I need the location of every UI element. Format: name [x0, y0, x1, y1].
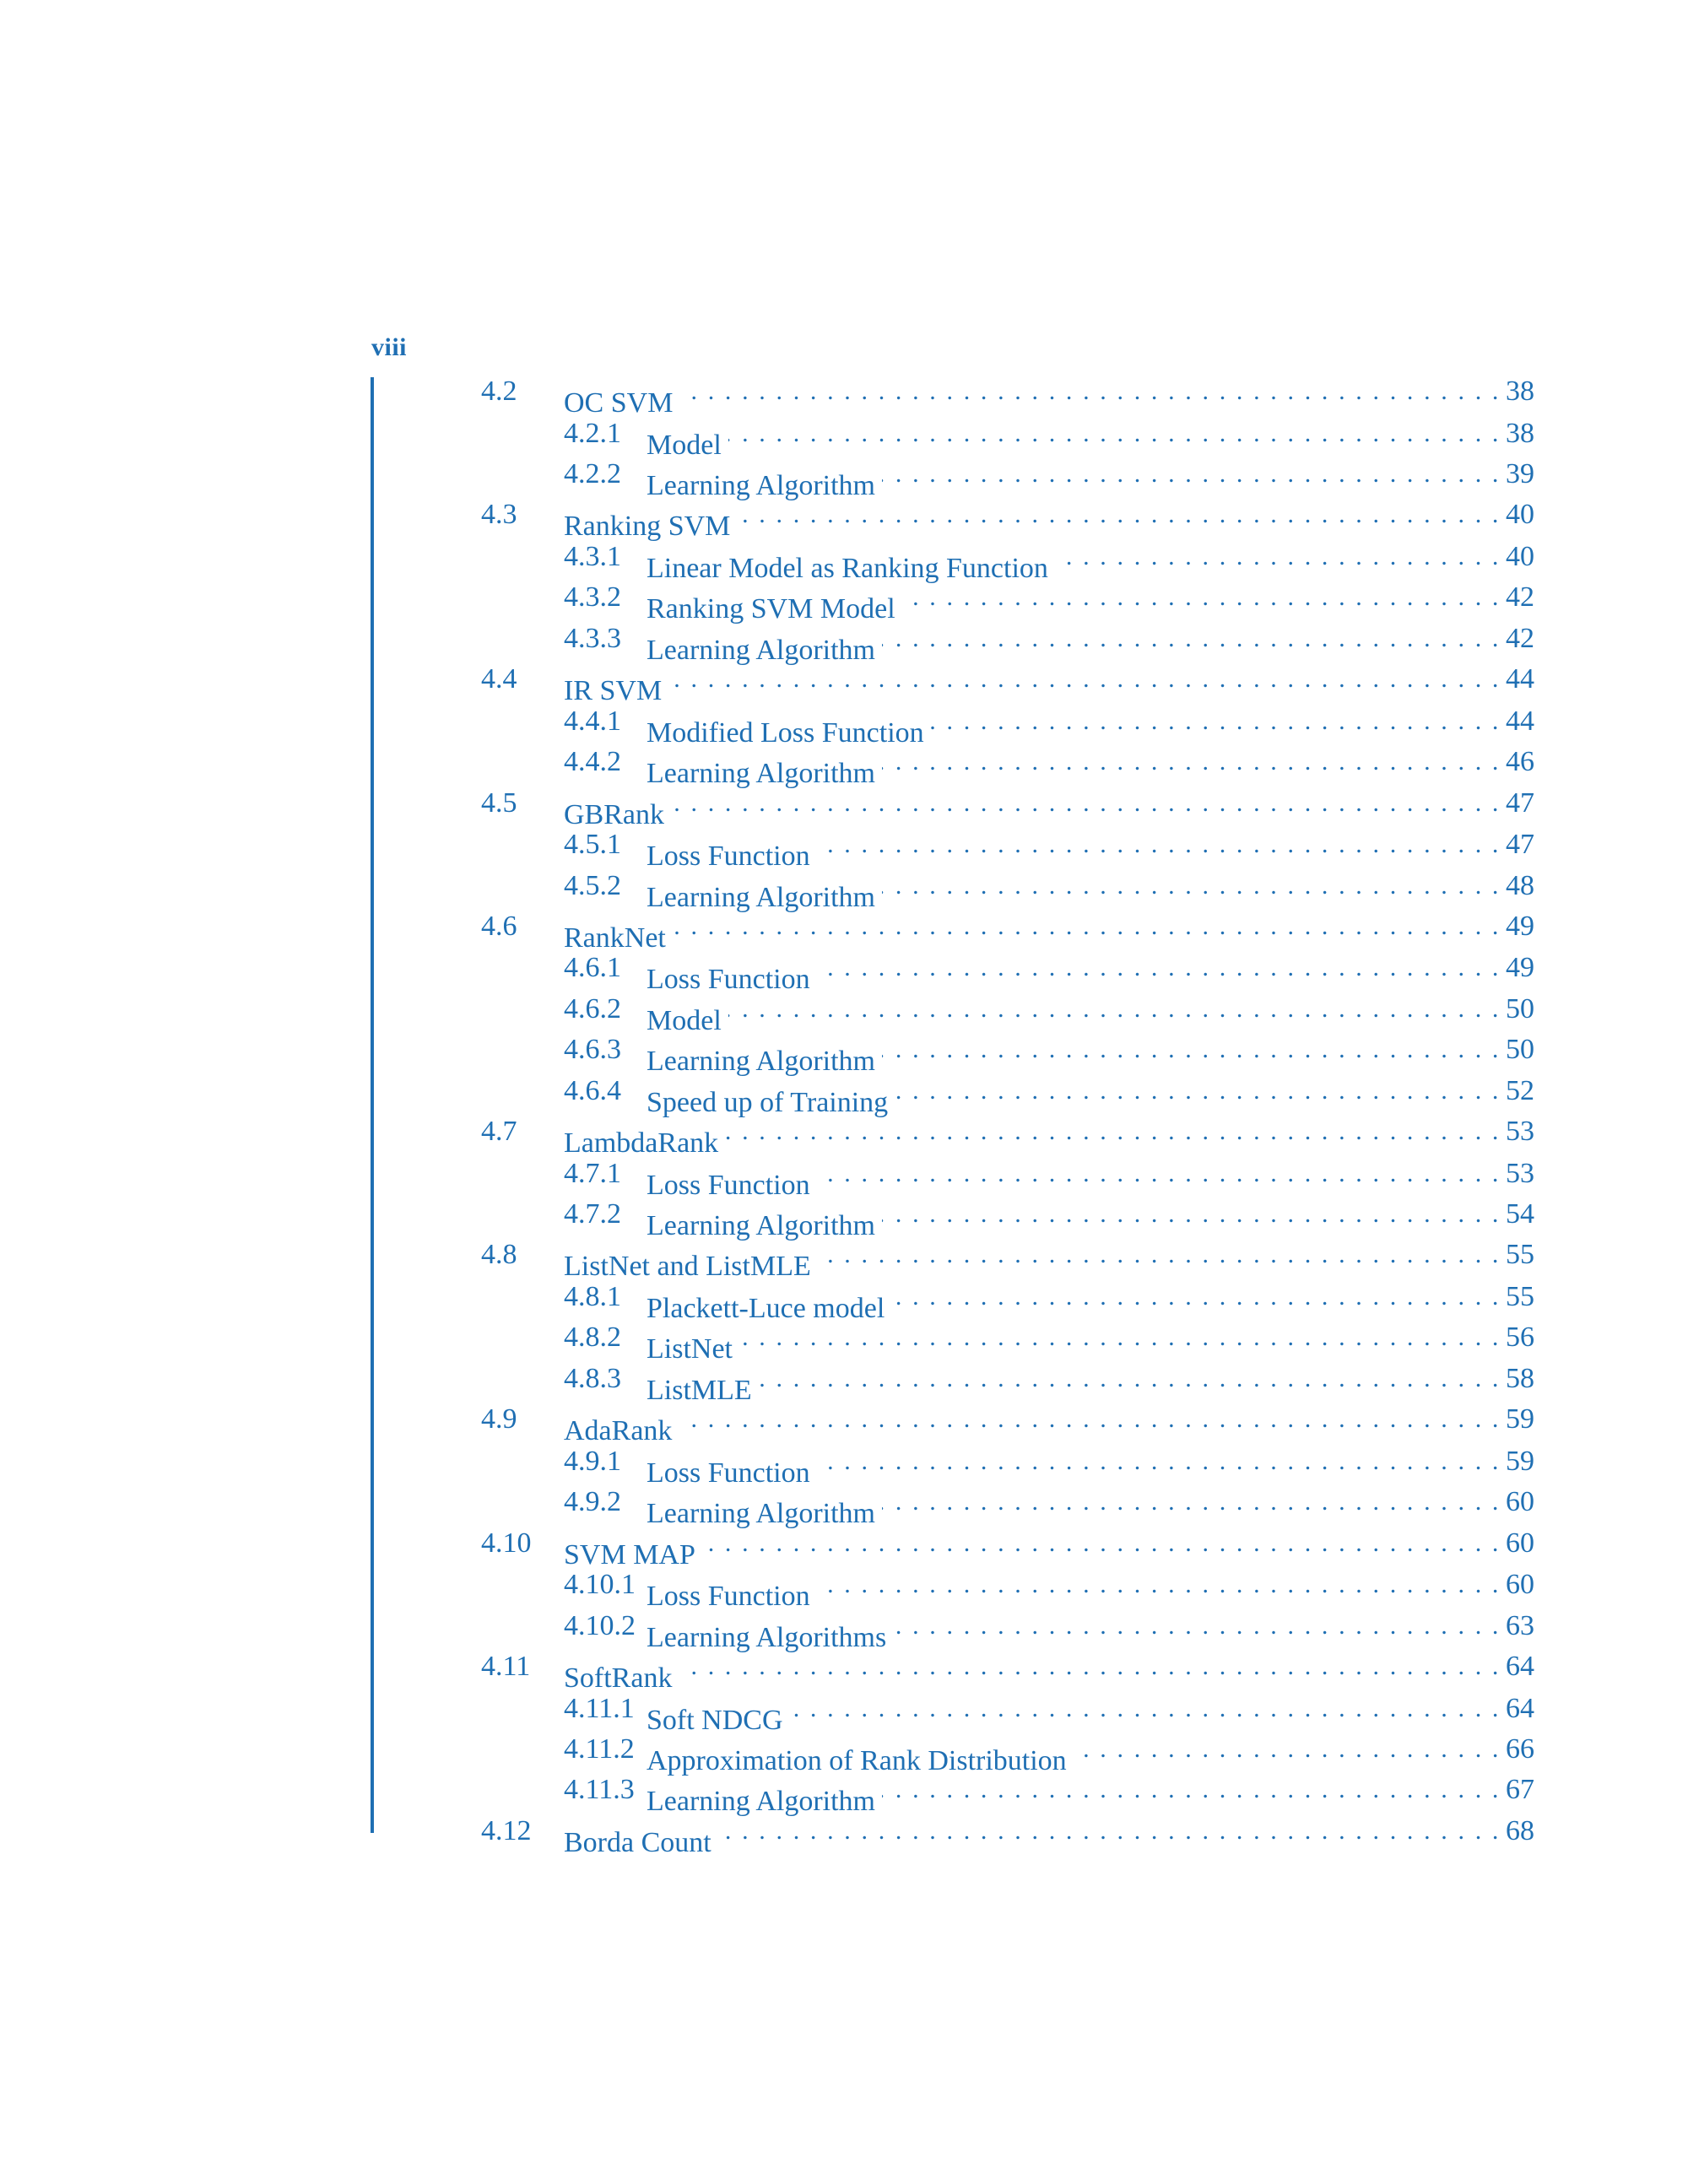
toc-subsection-entry[interactable]	[0, 577, 1688, 625]
toc-entry-title-line	[564, 1811, 1501, 1863]
toc-entry-number: 4.8.1	[564, 1281, 621, 1313]
toc-entry-number: 4.5	[481, 787, 517, 819]
dot-leader	[902, 577, 1501, 618]
toc-entry-page-number: 60	[1506, 1486, 1534, 1518]
toc-subsection-entry[interactable]	[0, 1359, 1688, 1406]
toc-subsection-entry[interactable]	[0, 1482, 1688, 1530]
toc-subsection-entry[interactable]	[0, 1194, 1688, 1242]
dot-leader	[702, 1523, 1501, 1564]
toc-entry-number: 4.6	[481, 910, 517, 942]
toc-entry-number: 4.9.1	[564, 1445, 621, 1477]
toc-entry-page-number: 48	[1506, 869, 1534, 901]
toc-entry-title[interactable]: Ranking SVM	[564, 506, 737, 547]
toc-entry-page-number: 44	[1506, 705, 1534, 737]
toc-entry-title[interactable]: Learning Algorithm	[647, 878, 882, 918]
toc-entry-page-number: 60	[1506, 1527, 1534, 1559]
toc-subsection-entry[interactable]	[0, 948, 1688, 996]
toc-entry-number: 4.6.3	[564, 1034, 621, 1066]
toc-subsection-entry[interactable]	[0, 866, 1688, 913]
toc-entry-title[interactable]: Loss Function	[647, 960, 817, 1000]
toc-entry-number: 4.4	[481, 663, 517, 695]
toc-entry-page-number: 50	[1506, 992, 1534, 1024]
dot-leader	[882, 1030, 1501, 1070]
toc-entry-number: 4.2.2	[564, 457, 621, 489]
toc-entry-title[interactable]: Ranking SVM Model	[647, 589, 902, 630]
toc-entry-page-number: 38	[1506, 376, 1534, 407]
toc-entry-number: 4.11.3	[564, 1774, 635, 1806]
dot-leader	[790, 1689, 1501, 1729]
dot-leader	[882, 454, 1501, 495]
toc-entry-page-number: 56	[1506, 1322, 1534, 1354]
toc-section-entry[interactable]	[0, 495, 1688, 543]
toc-entry-title[interactable]: AdaRank	[564, 1411, 679, 1451]
dot-leader	[817, 1565, 1501, 1605]
toc-entry-page-number: 58	[1506, 1362, 1534, 1394]
toc-entry-page-number: 63	[1506, 1609, 1534, 1641]
dot-leader	[895, 1071, 1501, 1111]
dot-leader	[817, 948, 1501, 988]
dot-leader	[1074, 1729, 1501, 1770]
toc-section-entry[interactable]	[0, 1646, 1688, 1694]
toc-subsection-entry[interactable]	[0, 824, 1688, 873]
toc-entry-number: 4.4.1	[564, 705, 621, 737]
toc-subsection-entry[interactable]	[0, 1606, 1688, 1653]
dot-leader	[882, 619, 1501, 659]
toc-entry-number: 4.11	[481, 1650, 531, 1682]
toc-subsection-entry[interactable]	[0, 1441, 1688, 1489]
toc-entry-title[interactable]: Loss Function	[647, 1576, 817, 1617]
toc-section-entry[interactable]	[0, 1111, 1688, 1160]
toc-subsection-entry[interactable]	[0, 1154, 1688, 1201]
dot-leader	[882, 742, 1501, 782]
dot-leader	[893, 1606, 1501, 1646]
toc-entry-page-number: 42	[1506, 581, 1534, 614]
dot-leader	[891, 1277, 1501, 1317]
toc-entry-title[interactable]: Learning Algorithm	[647, 1494, 882, 1534]
toc-entry-number: 4.3.3	[564, 622, 621, 654]
dot-leader	[679, 371, 1501, 412]
toc-entry-number: 4.10	[481, 1527, 532, 1559]
toc-entry-page-number: 52	[1506, 1074, 1534, 1106]
toc-entry-page-number: 66	[1506, 1733, 1534, 1765]
toc-entry-number: 4.9.2	[564, 1486, 621, 1518]
toc-entry-title[interactable]: Learning Algorithm	[647, 754, 882, 794]
toc-section-entry[interactable]	[0, 1399, 1688, 1447]
toc-entry-title[interactable]: Learning Algorithm	[647, 1206, 882, 1246]
toc-subsection-entry[interactable]	[0, 989, 1688, 1036]
toc-entry-page-number: 47	[1506, 787, 1534, 819]
toc-entry-title[interactable]: IR SVM	[564, 671, 668, 711]
toc-entry-title[interactable]: Plackett-Luce model	[647, 1289, 891, 1329]
toc-entry-page-number: 59	[1506, 1445, 1534, 1477]
toc-section-entry[interactable]	[0, 1235, 1688, 1283]
toc-entry-number: 4.7.1	[564, 1157, 621, 1189]
toc-entry-number: 4.7	[481, 1116, 517, 1148]
toc-entry-number: 4.11.1	[564, 1692, 635, 1724]
toc-subsection-entry[interactable]	[0, 1565, 1688, 1613]
toc-entry-title[interactable]: Linear Model as Ranking Function	[647, 549, 1055, 589]
toc-entry-page-number: 64	[1506, 1650, 1534, 1682]
dot-leader	[737, 495, 1501, 535]
toc-entry-title[interactable]: ListNet	[647, 1329, 739, 1370]
toc-entry-title[interactable]: RankNet	[564, 918, 673, 959]
toc-section-entry[interactable]	[0, 906, 1688, 954]
toc-entry-page-number: 53	[1506, 1116, 1534, 1148]
dot-leader	[818, 1235, 1501, 1275]
page-number: viii	[371, 333, 408, 361]
toc-section-entry[interactable]	[0, 1811, 1688, 1858]
dot-leader	[679, 1399, 1501, 1440]
toc-entry-number: 4.6.2	[564, 992, 621, 1024]
toc-entry-page-number: 47	[1506, 829, 1534, 861]
toc-entry-title[interactable]: OC SVM	[564, 383, 679, 424]
toc-subsection-entry[interactable]	[0, 537, 1688, 584]
toc-entry-number: 4.3.1	[564, 540, 621, 572]
toc-entry-page-number: 50	[1506, 1034, 1534, 1066]
toc-entry-title[interactable]: Modified Loss Function	[647, 713, 931, 754]
toc-entry-page-number: 39	[1506, 457, 1534, 489]
toc-entry-title[interactable]: Learning Algorithm	[647, 630, 882, 671]
toc-entry-page-number: 38	[1506, 417, 1534, 449]
toc-entry-page-number: 46	[1506, 746, 1534, 778]
toc-entry-number: 4.5.1	[564, 829, 621, 861]
dot-leader	[725, 1111, 1501, 1152]
toc-entry-title[interactable]: SVM MAP	[564, 1535, 702, 1576]
toc-entry-page-number: 55	[1506, 1239, 1534, 1271]
toc-entry-page-number: 40	[1506, 499, 1534, 531]
toc-subsection-entry[interactable]	[0, 1030, 1688, 1078]
toc-entry-title[interactable]: Loss Function	[647, 836, 817, 877]
toc-entry-page-number: 53	[1506, 1157, 1534, 1189]
toc-entry-page-number: 54	[1506, 1198, 1534, 1230]
toc-entry-page-number: 59	[1506, 1403, 1534, 1435]
toc-entry-title[interactable]: Learning Algorithm	[647, 466, 882, 506]
toc-entry-title[interactable]: Soft NDCG	[647, 1700, 790, 1741]
toc-entry-number: 4.10.2	[564, 1609, 636, 1641]
dot-leader	[671, 783, 1501, 824]
toc-entry-title[interactable]: Loss Function	[647, 1165, 817, 1206]
toc-entry-number: 4.5.2	[564, 869, 621, 901]
dot-leader	[718, 1811, 1501, 1852]
toc-subsection-entry[interactable]	[0, 1729, 1688, 1776]
toc-entry-title[interactable]: Model	[647, 425, 728, 466]
toc-section-entry[interactable]	[0, 1523, 1688, 1570]
toc-entry-number: 4.8	[481, 1239, 517, 1271]
toc-subsection-entry[interactable]	[0, 619, 1688, 666]
dot-leader	[817, 1441, 1501, 1482]
dot-leader	[882, 1194, 1501, 1235]
toc-entry-number: 4.2.1	[564, 417, 621, 449]
toc-entry-number: 4.11.2	[564, 1733, 635, 1765]
toc-entry-title[interactable]: Learning Algorithms	[647, 1618, 893, 1658]
toc-subsection-entry[interactable]	[0, 1277, 1688, 1325]
toc-entry-number: 4.6.4	[564, 1074, 621, 1106]
dot-leader	[882, 1770, 1501, 1810]
dot-leader	[882, 866, 1501, 906]
toc-subsection-entry[interactable]	[0, 742, 1688, 790]
toc-entry-title[interactable]: Loss Function	[647, 1453, 817, 1494]
toc-entry-number: 4.6.1	[564, 952, 621, 984]
dot-leader	[1055, 537, 1501, 577]
toc-entry-title[interactable]: Approximation of Rank Distribution	[647, 1741, 1074, 1781]
dot-leader	[817, 824, 1501, 865]
toc-entry-page-number: 60	[1506, 1569, 1534, 1601]
toc-entry-page-number: 44	[1506, 663, 1534, 695]
toc-entry-number: 4.10.1	[564, 1569, 636, 1601]
toc-section-entry[interactable]	[0, 659, 1688, 707]
toc-entry-page-number: 49	[1506, 910, 1534, 942]
dot-leader	[739, 1317, 1501, 1358]
toc-entry-title[interactable]: Model	[647, 1001, 728, 1041]
toc-entry-number: 4.3	[481, 499, 517, 531]
dot-leader	[668, 659, 1501, 700]
toc-entry-title[interactable]: ListMLE	[647, 1370, 759, 1411]
toc-entry-page-number: 68	[1506, 1814, 1534, 1846]
toc-subsection-entry[interactable]	[0, 701, 1688, 749]
table-of-contents	[0, 371, 1688, 1858]
toc-entry-title[interactable]: ListNet and ListMLE	[564, 1246, 818, 1287]
toc-entry-title[interactable]: Learning Algorithm	[647, 1781, 882, 1822]
toc-entry-number: 4.2	[481, 376, 517, 407]
toc-subsection-entry[interactable]	[0, 1689, 1688, 1736]
toc-entry-title[interactable]: SoftRank	[564, 1658, 679, 1699]
toc-subsection-entry[interactable]	[0, 1071, 1688, 1118]
toc-entry-title[interactable]: GBRank	[564, 795, 671, 835]
toc-entry-page-number: 42	[1506, 622, 1534, 654]
toc-entry-title[interactable]: Speed up of Training	[647, 1083, 895, 1123]
toc-entry-number: 4.3.2	[564, 581, 621, 614]
toc-subsection-entry[interactable]	[0, 1770, 1688, 1818]
toc-entry-page-number: 67	[1506, 1774, 1534, 1806]
toc-entry-title[interactable]: Borda Count	[564, 1823, 718, 1863]
toc-section-entry[interactable]	[0, 371, 1688, 419]
toc-section-entry[interactable]	[0, 783, 1688, 830]
toc-entry-number: 4.12	[481, 1814, 532, 1846]
toc-entry-title[interactable]: Learning Algorithm	[647, 1041, 882, 1082]
dot-leader	[882, 1482, 1501, 1522]
dot-leader	[679, 1646, 1501, 1687]
dot-leader	[728, 989, 1501, 1030]
toc-entry-number: 4.4.2	[564, 746, 621, 778]
dot-leader	[817, 1154, 1501, 1194]
toc-entry-page-number: 55	[1506, 1281, 1534, 1313]
toc-subsection-entry[interactable]	[0, 414, 1688, 461]
toc-entry-page-number: 40	[1506, 540, 1534, 572]
dot-leader	[728, 414, 1501, 454]
toc-entry-number: 4.7.2	[564, 1198, 621, 1230]
dot-leader	[931, 701, 1501, 742]
toc-entry-title[interactable]: LambdaRank	[564, 1123, 725, 1164]
toc-subsection-entry[interactable]	[0, 1317, 1688, 1365]
toc-entry-number: 4.8.3	[564, 1362, 621, 1394]
dot-leader	[673, 906, 1501, 947]
dot-leader	[759, 1359, 1501, 1399]
toc-entry-page-number: 49	[1506, 952, 1534, 984]
toc-entry-number: 4.9	[481, 1403, 517, 1435]
toc-entry-page-number: 64	[1506, 1692, 1534, 1724]
toc-subsection-entry[interactable]	[0, 454, 1688, 501]
toc-entry-number: 4.8.2	[564, 1322, 621, 1354]
